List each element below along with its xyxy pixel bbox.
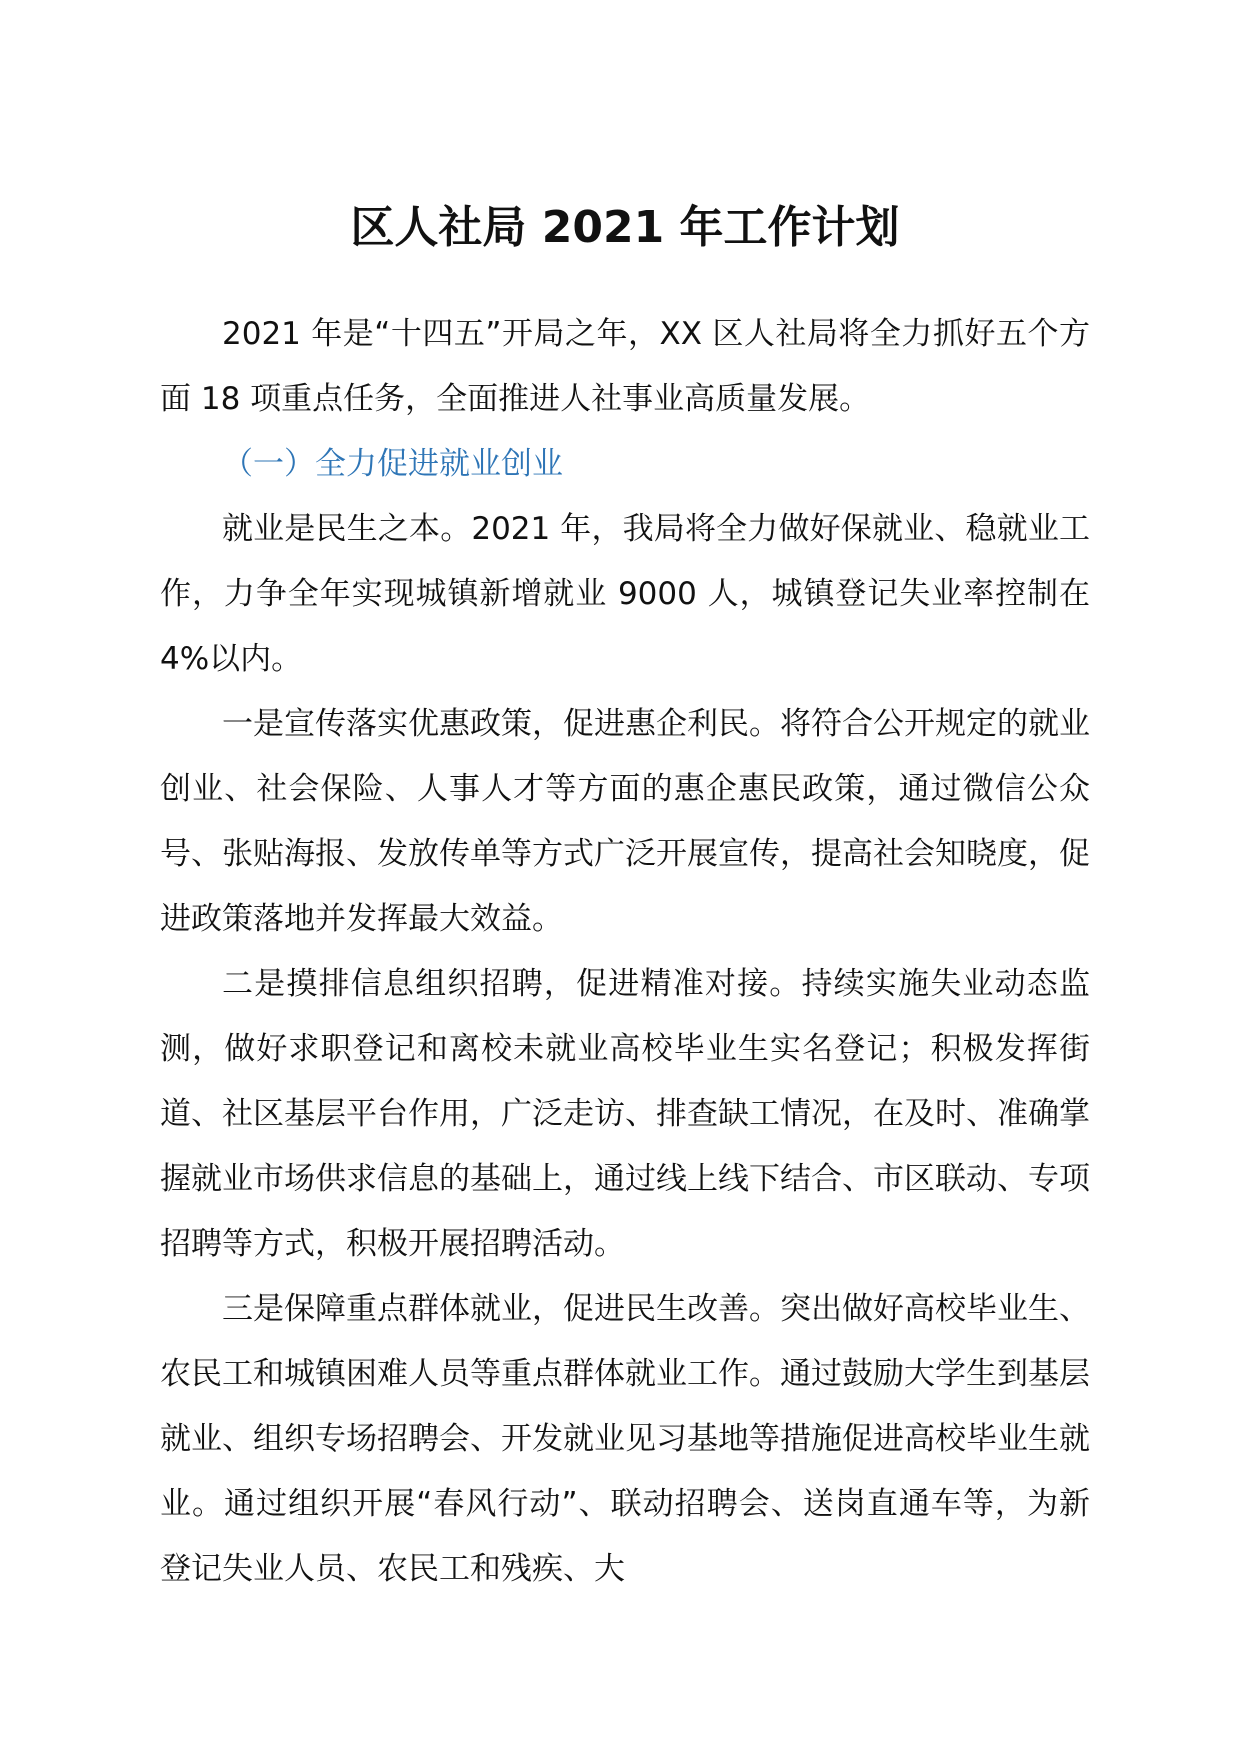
paragraph-employment-overview: 就业是民生之本。2021 年，我局将全力做好保就业、稳就业工作，力争全年实现城镇新增就业 9000 人，城镇登记失业率控制在 4%以内。	[160, 511, 1090, 677]
paragraph-key-groups-employment: 三是保障重点群体就业，促进民生改善。突出做好高校毕业生、农民工和城镇困难人员等重点群体就业工作。通过鼓励大学生到基层就业、组织专场招聘会、开发就业见习基地等措施促进高校毕业生就业。通过组织开展“春风行动”、联动招聘会、送岗直通车等，为新登记失业人员、农民工和残疾、大	[160, 1291, 1090, 1587]
intro-paragraph: 2021 年是“十四五”开局之年，XX 区人社局将全力抓好五个方面 18 项重点任务，全面推进人社事业高质量发展。	[160, 316, 1090, 417]
paragraph-recruitment-matching: 二是摸排信息组织招聘，促进精准对接。持续实施失业动态监测，做好求职登记和离校未就业高校毕业生实名登记；积极发挥街道、社区基层平台作用，广泛走访、排查缺工情况，在及时、准确掌握就业市场供求信息的基础上，通过线上线下结合、市区联动、专项招聘等方式，积极开展招聘活动。	[160, 966, 1090, 1262]
document-title: 区人社局 2021 年工作计划	[350, 202, 900, 253]
section-heading-employment: （一）全力促进就业创业	[222, 446, 563, 482]
paragraph-policy-promotion: 一是宣传落实优惠政策，促进惠企利民。将符合公开规定的就业创业、社会保险、人事人才等方面的惠企惠民政策，通过微信公众号、张贴海报、发放传单等方式广泛开展宣传，提高社会知晓度，促进政策落地并发挥最大效益。	[160, 706, 1090, 937]
document-body	[160, 196, 1090, 1602]
